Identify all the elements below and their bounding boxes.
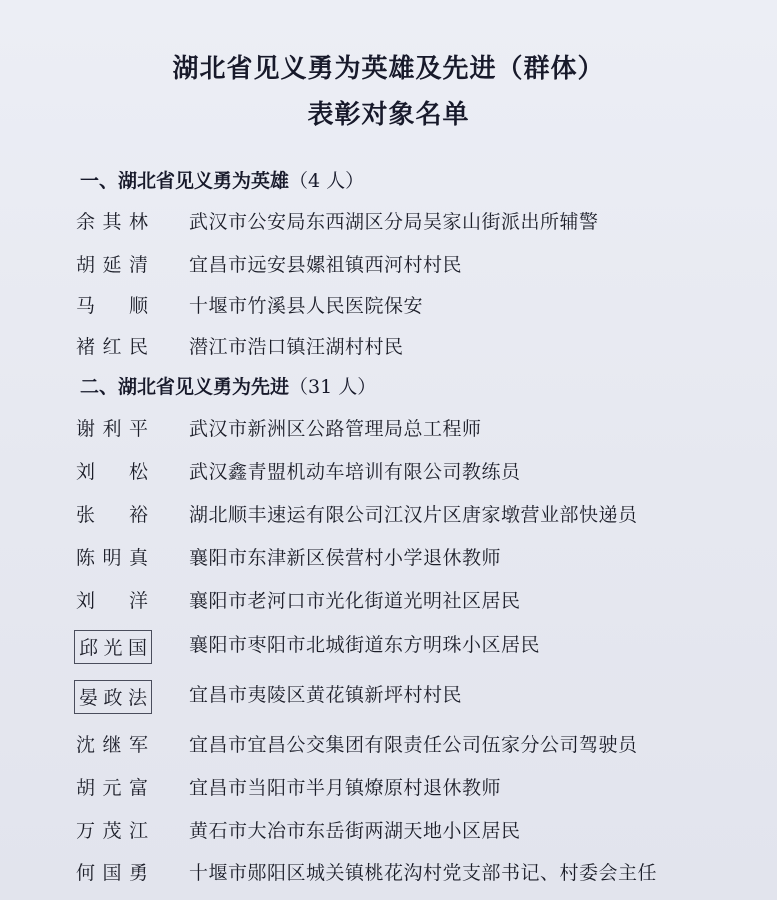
- list-item: [0, 457, 777, 497]
- person-name: 万茂江: [76, 820, 148, 842]
- person-description: 潜江市浩口镇汪湖村村民: [189, 336, 404, 358]
- section-count: （31 人）: [289, 376, 377, 398]
- section-heading-text: 二、湖北省见义勇为先进: [80, 376, 290, 398]
- list-item: [0, 332, 777, 372]
- list-item: [0, 730, 777, 770]
- person-description: 武汉市公安局东西湖区分局吴家山街派出所辅警: [189, 211, 599, 233]
- list-item: [0, 680, 777, 720]
- list-item: [0, 291, 777, 331]
- list-item: [0, 630, 777, 670]
- document-title-line1: 湖北省见义勇为英雄及先进（群体）: [172, 54, 605, 84]
- section-count: （4 人）: [289, 170, 365, 192]
- list-item: [0, 414, 777, 454]
- person-description: 湖北顺丰速运有限公司江汉片区唐家墩营业部快递员: [189, 504, 638, 526]
- list-item: [0, 773, 777, 813]
- person-description: 襄阳市枣阳市北城街道东方明珠小区居民: [189, 634, 541, 656]
- person-name: 谢利平: [76, 418, 148, 440]
- document-title-line2: 表彰对象名单: [307, 100, 470, 130]
- person-description: 十堰市竹溪县人民医院保安: [189, 295, 424, 317]
- list-item: [0, 207, 777, 247]
- list-item: [0, 543, 777, 583]
- section-heading-heroes: [80, 166, 364, 193]
- person-description: 襄阳市东津新区侯营村小学退休教师: [189, 547, 502, 569]
- list-item: [0, 250, 777, 290]
- person-name: 胡元富: [76, 777, 148, 799]
- list-item: [0, 816, 777, 856]
- person-description: 武汉市新洲区公路管理局总工程师: [189, 418, 482, 440]
- person-name: 张 裕: [76, 504, 148, 526]
- person-name: 陈明真: [76, 547, 148, 569]
- person-description: 襄阳市老河口市光化街道光明社区居民: [189, 590, 521, 612]
- person-name: 何国勇: [76, 862, 148, 884]
- person-description: 武汉鑫青盟机动车培训有限公司教练员: [189, 461, 521, 483]
- person-description: 黄石市大冶市东岳街两湖天地小区居民: [189, 820, 521, 842]
- list-item: [0, 586, 777, 626]
- person-name: 刘 松: [76, 461, 148, 483]
- person-description: 十堰市郧阳区城关镇桃花沟村党支部书记、村委会主任: [189, 862, 658, 884]
- person-description: 宜昌市远安县嫘祖镇西河村村民: [189, 254, 463, 276]
- person-name: 马 顺: [76, 295, 148, 317]
- person-name: 褚红民: [76, 336, 148, 358]
- person-name: 刘 洋: [76, 590, 148, 612]
- list-item: [0, 858, 777, 898]
- list-item: [0, 500, 777, 540]
- person-description: 宜昌市当阳市半月镇燎原村退休教师: [189, 777, 502, 799]
- person-name: 余其林: [76, 211, 148, 233]
- person-description: 宜昌市宜昌公交集团有限责任公司伍家分公司驾驶员: [189, 734, 638, 756]
- section-heading-text: 一、湖北省见义勇为英雄: [80, 170, 290, 192]
- person-name-boxed: 晏政法: [74, 680, 152, 714]
- person-name-boxed: 邱光国: [74, 630, 152, 664]
- section-heading-advanced: [80, 372, 376, 399]
- person-name: 沈继军: [76, 734, 148, 756]
- person-description: 宜昌市夷陵区黄花镇新坪村村民: [189, 684, 463, 706]
- person-name: 胡延清: [76, 254, 148, 276]
